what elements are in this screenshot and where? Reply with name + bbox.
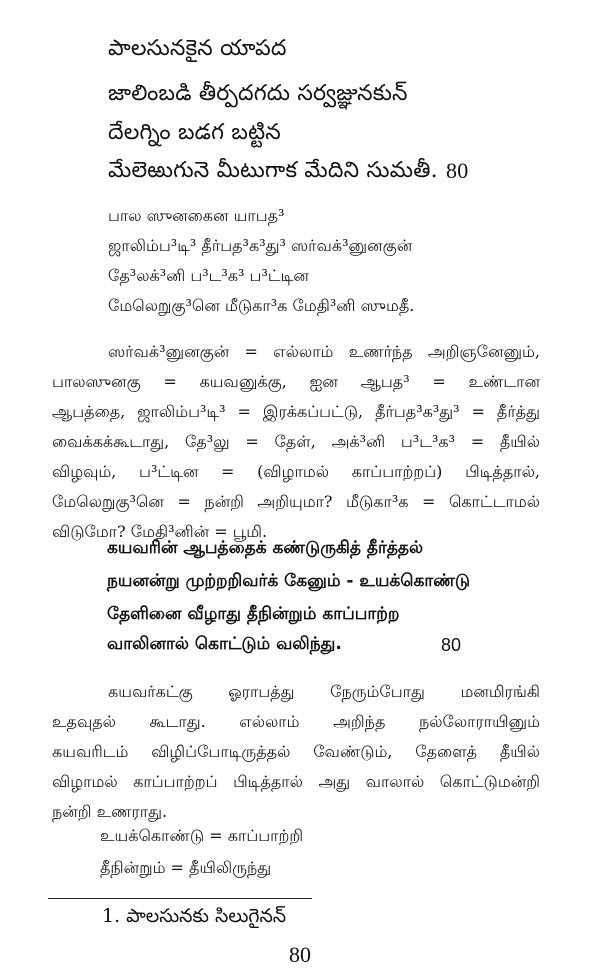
tamil-verse-line-4 xyxy=(107,634,462,655)
meaning-line-6: மேலெறுகு³னெ = நன்றி அறியுமா? மீடுகா³க = கொட்டாமல் xyxy=(52,492,540,511)
tamil-verse-number: 80 xyxy=(441,635,462,655)
meaning-line-4: வைக்கக்கூடாது, தே³லு = தேள், அக்³னி ப³ட³க³ = தீயில் xyxy=(52,432,540,451)
meaning-line-7: விடுமோ? மேதி³னின் = பூமி. xyxy=(52,522,268,541)
telugu-verse-line-4 xyxy=(108,158,469,183)
explanation-line-2: உதவுதல் கூடாது. எல்லாம் அறிந்த நல்லோராயினும் xyxy=(52,712,540,731)
meaning-paragraph xyxy=(52,337,540,547)
transliteration-line-4: மேலெறுகு³னெ மீடுகா³க மேதி³னி ஸுமதீ. xyxy=(108,296,415,315)
meaning-line-1: ஸர்வக்³னுனகுன் = எல்லாம் உணர்ந்த அறிஞனேனும், xyxy=(108,342,540,361)
meaning-line-5: விழவும், ப³ட்டின = (விழாமல் காப்பாற்றப்) பிடித்தால், xyxy=(52,462,540,481)
explanation-line-4: விழாமல் காப்பாற்றப் பிடித்தால் அது வாலால் கொட்டுமன்றி xyxy=(52,772,540,791)
telugu-verse-line-1: పాలసునకైన యాపద xyxy=(108,36,287,61)
explanation-paragraph xyxy=(52,677,540,827)
telugu-verse-line-3: దేలగ్నిం బడగ బట్టిన xyxy=(108,120,281,145)
explanation-line-1: கயவர்கட்கு ஓராபத்து நேரும்போது மனமிரங்கி xyxy=(108,682,540,701)
telugu-verse-number: 80 xyxy=(446,158,469,183)
footnote: 1. పాలసునకు సిలుగైనన్ xyxy=(102,905,287,927)
page-number: 80 xyxy=(289,942,311,967)
telugu-verse-line-4-text: మేలెఱుగునె మీటుగాక మేదిని సుమతీ. xyxy=(108,158,438,183)
meaning-line-3: ஆபத்தை, ஜாலிம்ப³டி³ = இரக்கப்பட்டு, தீர்பத³க³து³ = தீர்த்து xyxy=(52,402,540,421)
tamil-verse-line-4-text: வாலினால் கொட்டும் வலிந்து. xyxy=(107,634,342,654)
tamil-verse-line-3: தேளினை வீழாது தீநின்றும் காப்பாற்ற xyxy=(107,604,400,624)
glossary-line-1: உயக்கொண்டு = காப்பாற்றி xyxy=(100,826,304,845)
transliteration-line-2: ஜாலிம்ப³டி³ தீர்பத³க³து³ ஸர்வக்³னுனகுன் xyxy=(108,236,413,255)
tamil-verse-line-2: நயனன்று முற்றறிவர்க் கேனும் - உயக்கொண்டு xyxy=(107,571,471,591)
explanation-line-3: கயவரிடம் விழிப்போடிருத்தல் வேண்டும், தேளைத் தீயில் xyxy=(52,742,540,761)
transliteration-line-3: தே³லக்³னி ப³ட³க³ ப³ட்டின xyxy=(108,266,309,285)
footnote-divider xyxy=(48,898,312,899)
tamil-verse-line-1: கயவரின் ஆபத்தைக் கண்டுருகித் தீர்த்தல் xyxy=(107,538,424,558)
glossary-line-2: தீநின்றும் = தீயிலிருந்து xyxy=(100,858,272,877)
meaning-line-2: பாலஸுனகு = கயவனுக்கு, ஐன ஆபத³ = உண்டான xyxy=(52,372,540,391)
telugu-verse-line-2: జాలింబడి తీర్పదగదు సర్వజ్ఞునకున్ xyxy=(108,81,408,106)
transliteration-line-1: பால ஸுனகைன யாபத³ xyxy=(108,206,285,225)
explanation-line-5: நன்றி உணராது. xyxy=(52,802,168,821)
